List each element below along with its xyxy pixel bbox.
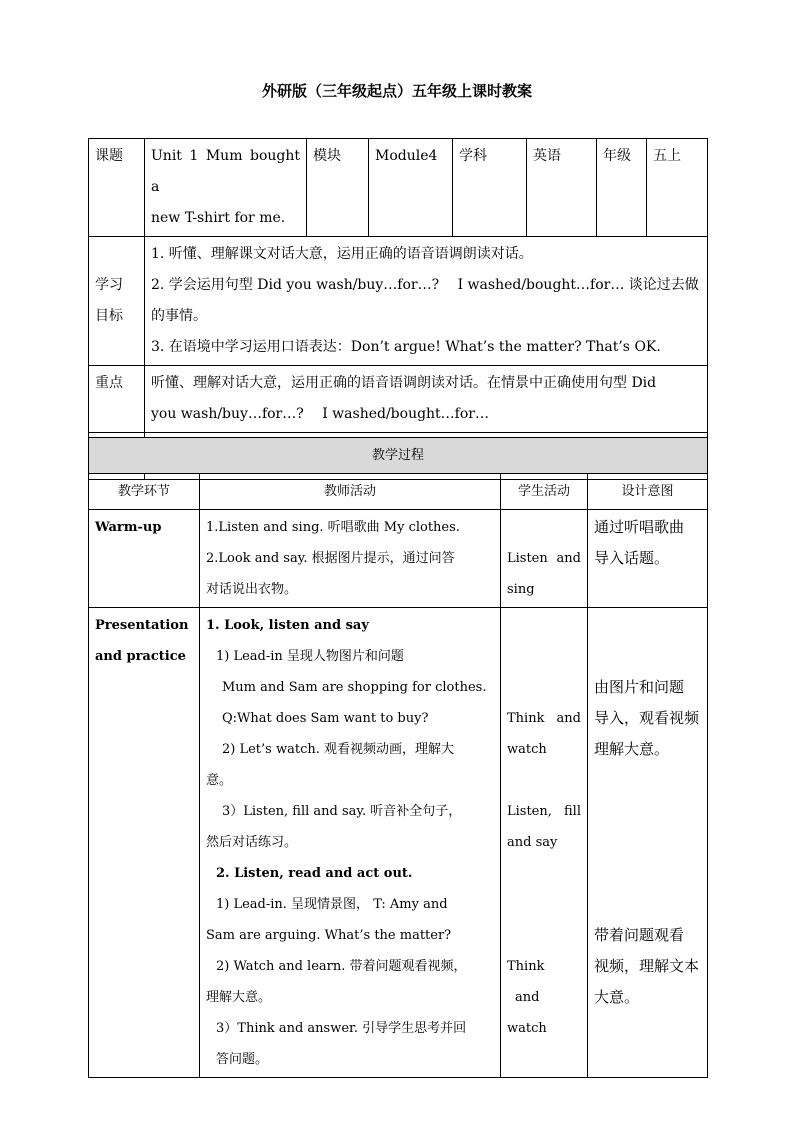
topic-line-1: Unit 1 Mum bought a <box>151 148 300 195</box>
intent-line: 理解大意。 <box>594 740 670 758</box>
teacher-line: 然后对话练习。 <box>206 835 298 850</box>
intent-line: 大意。 <box>594 988 640 1006</box>
stage-line-2: and practice <box>95 649 186 664</box>
module-label: 模块 <box>307 139 369 237</box>
header-intent: 设计意图 <box>588 474 708 510</box>
student-line: and <box>515 990 540 1005</box>
intent-line: 通过听唱歌曲 <box>594 518 685 536</box>
lesson-info-table <box>88 138 708 480</box>
stage-line-1: Presentation <box>95 618 189 633</box>
teacher-line: 意。 <box>206 773 233 788</box>
presentation-intent <box>588 608 708 1078</box>
warmup-teacher <box>200 510 501 608</box>
topic-value <box>145 139 307 237</box>
teacher-line: 2) Let’s watch. 观看视频动画，理解大 <box>222 742 454 757</box>
student-line: and say <box>507 835 558 850</box>
subject-value: 英语 <box>527 139 597 237</box>
teacher-line: Q:What does Sam want to buy? <box>222 711 429 726</box>
stage-presentation <box>89 608 200 1078</box>
teacher-line: 1.Listen and sing. 听唱歌曲 My clothes. <box>206 520 460 535</box>
teacher-line: 理解大意。 <box>206 990 272 1005</box>
intent-line: 带着问题观看 <box>594 926 685 944</box>
teacher-line: 答问题。 <box>216 1052 269 1067</box>
goal-label <box>89 237 145 366</box>
presentation-teacher <box>200 608 501 1078</box>
teacher-line: 2.Look and say. 根据图片提示，通过问答 <box>206 551 455 566</box>
grade-label: 年级 <box>597 139 647 237</box>
student-line: Listen, fill <box>507 804 581 819</box>
intent-line: 导入，观看视频 <box>594 709 700 727</box>
teacher-line: Mum and Sam are shopping for clothes. <box>222 680 487 695</box>
header-student: 学生活动 <box>501 474 588 510</box>
header-stage: 教学环节 <box>89 474 200 510</box>
student-line: sing <box>507 582 535 597</box>
warmup-intent <box>588 510 708 608</box>
topic-label: 课题 <box>89 139 145 237</box>
teacher-line: 2) Watch and learn. 带着问题观看视频， <box>216 959 467 974</box>
goal-line: 的事情。 <box>151 308 207 324</box>
key-content <box>145 366 708 433</box>
teaching-process-table <box>88 437 708 1078</box>
header-teacher: 教师活动 <box>200 474 501 510</box>
teacher-line: 1. Look, listen and say <box>206 618 369 633</box>
intent-line: 视频，理解文本 <box>594 957 700 975</box>
teacher-line: 3）Listen, fill and say. 听音补全句子， <box>222 804 462 819</box>
teacher-line: 1) Lead-in 呈现人物图片和问题 <box>216 649 404 664</box>
goal-line: 1. 听懂、理解课文对话大意，运用正确的语音语调朗读对话。 <box>151 246 533 262</box>
goal-line: 3. 在语境中学习运用口语表达：Don’t argue! What’s the matter? That’s OK. <box>151 339 661 355</box>
process-band-title: 教学过程 <box>89 438 708 474</box>
key-line-2: you wash/buy…for…? I washed/bought…for… <box>151 406 489 422</box>
stage-warmup: Warm-up <box>89 510 200 608</box>
student-line: Think and <box>507 711 581 726</box>
presentation-student <box>501 608 588 1078</box>
teacher-line: Sam are arguing. What’s the matter? <box>206 928 452 943</box>
subject-label: 学科 <box>453 139 527 237</box>
intent-line: 导入话题。 <box>594 549 670 567</box>
page-title: 外研版（三年级起点）五年级上课时教案 <box>261 82 532 100</box>
module-value: Module4 <box>369 139 453 237</box>
student-line: watch <box>507 1021 547 1036</box>
teacher-line: 2. Listen, read and act out. <box>216 866 413 881</box>
goal-line: 2. 学会运用句型 Did you wash/buy…for…? I washed/bought…for… 谈论过去做 <box>151 277 699 293</box>
teacher-line: 3）Think and answer. 引导学生思考并回 <box>216 1021 467 1036</box>
student-line: Think <box>507 959 545 974</box>
goal-label-line-1: 学习 <box>95 277 123 293</box>
key-line-1: 听懂、理解对话大意，运用正确的语音语调朗读对话。在情景中正确使用句型 Did <box>151 375 657 391</box>
warmup-student <box>501 510 588 608</box>
intent-line: 由图片和问题 <box>594 678 685 696</box>
student-line: watch <box>507 742 547 757</box>
goal-label-line-2: 目标 <box>95 308 123 324</box>
key-label: 重点 <box>89 366 145 433</box>
teacher-line: 1) Lead-in. 呈现情景图， T: Amy and <box>216 897 448 912</box>
topic-line-2: new T-shirt for me. <box>151 210 286 226</box>
teacher-line: 对话说出衣物。 <box>206 582 298 597</box>
student-line: Listen and <box>507 551 581 566</box>
grade-value: 五上 <box>647 139 708 237</box>
goal-content <box>145 237 708 366</box>
